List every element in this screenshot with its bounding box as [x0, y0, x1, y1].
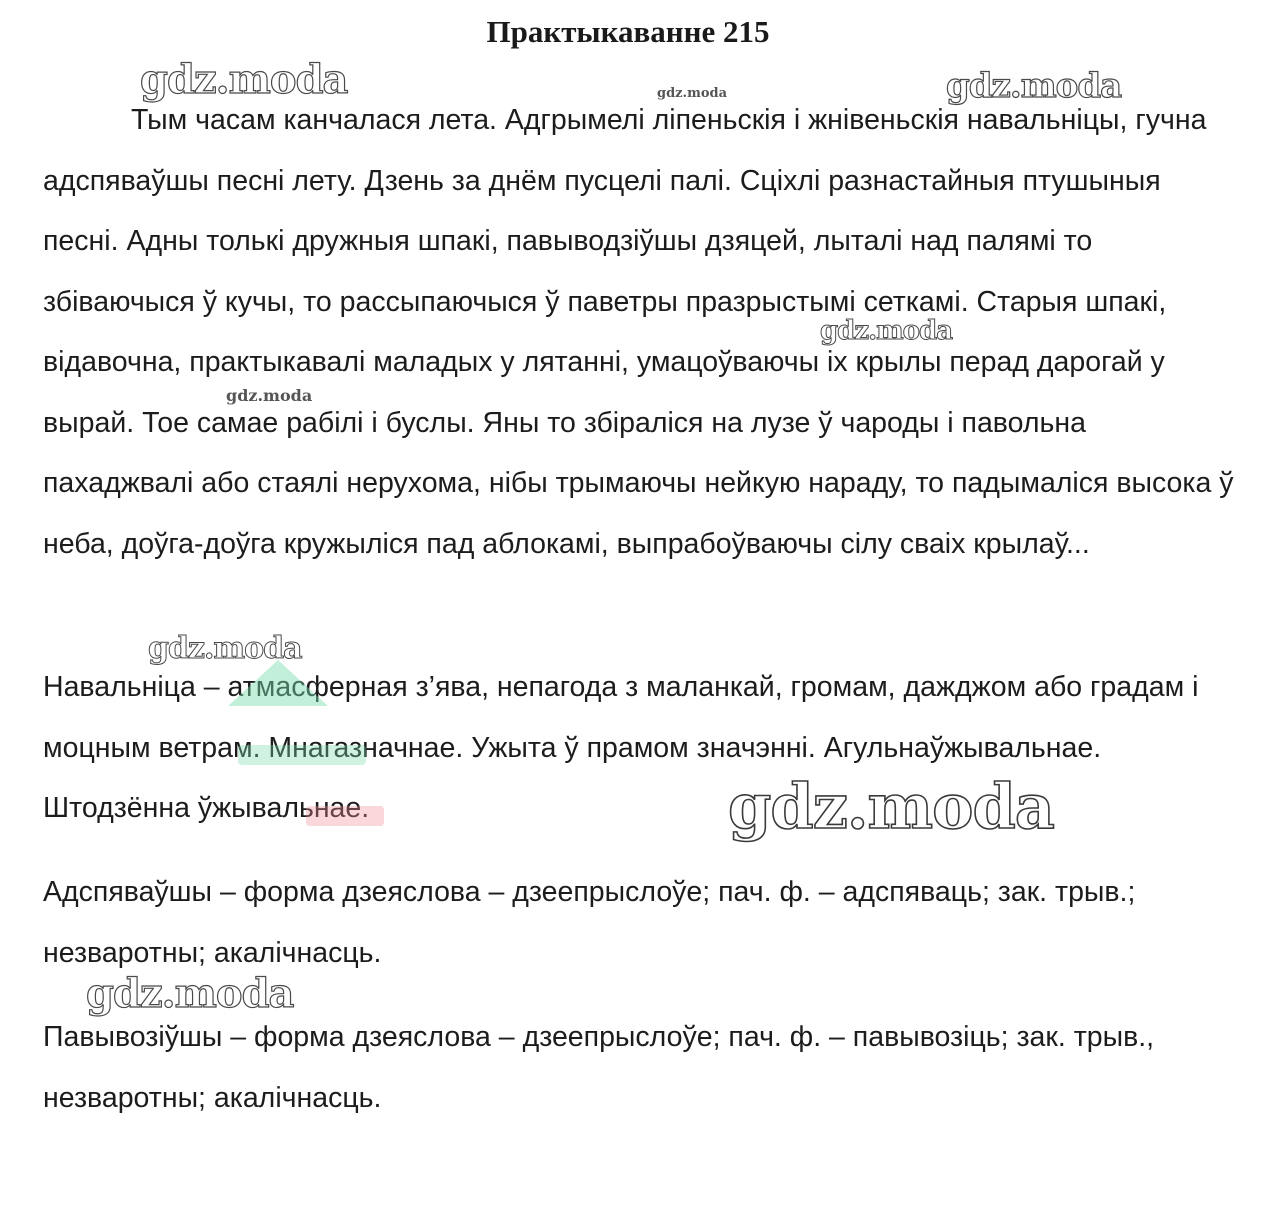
watermark-logo: gdz.moda	[820, 316, 953, 346]
exercise-text: Тым часам канчалася лета. Адгрымелі ліпеньскія і жнівеньскія навальніцы, гучна адспяваўшы песні лету. Дзень за днём пусцелі палі. Сціхлі разнастайныя птушыныя песні. Адны толькі дружныя шпакі, павыводзіўшы дзяцей, лыталі над палямі то збіваючыся ў кучы, то рассыпаючыся ў паветры празрыстымі сеткамі. Старыя шпакі, відавочна, практыкавалі маладых у лятанні, умацоўваючы іх крылы перад дарогай у вырай. Тое самае рабілі і буслы. Яны то збіраліся на лузе ў чароды і павольна пахаджвалі або стаялі нерухома, нібы трымаючы нейкую нараду, то падымаліся высока ў неба, доўга-доўга кружыліся пад аблокамі, выпрабоўваючы сілу сваіх крылаў...	[43, 104, 1234, 560]
watermark-logo: gdz.moda	[728, 770, 1054, 843]
watermark-logo: gdz.moda	[226, 386, 313, 405]
decorative-highlight-green	[238, 745, 366, 765]
decorative-highlight-red	[306, 806, 384, 826]
watermark-logo: gdz.moda	[946, 66, 1122, 106]
word-analysis-navalnitsa: Навальніца – атмасферная з’ява, непагода з маланкай, громам, дажджом або градам і моцным ветрам. Мнагазначнае. Ужыта ў прамом значэнні. Агульнаўжывальнае. Штодзённа ўжывальнае.	[43, 671, 1199, 824]
watermark-logo: gdz.moda	[140, 56, 348, 103]
word-analysis-pavyvoziushy: Павывозіўшы – форма дзеяслова – дзеепрыслоўе; пач. ф. – павывозіць; зак. трыв., незваротны; акалічнасць.	[43, 1021, 1155, 1114]
watermark-logo: gdz.moda	[657, 86, 728, 101]
watermark-logo: gdz.moda	[148, 631, 302, 666]
page-title: Практыкаванне 215	[486, 14, 770, 49]
word-analysis-adspyavaushy: Адспяваўшы – форма дзеяслова – дзеепрыслоўе; пач. ф. – адспяваць; зак. трыв.; незваротны; акалічнасць.	[43, 876, 1136, 969]
decorative-triangle	[228, 660, 328, 706]
watermark-logo: gdz.moda	[86, 970, 294, 1017]
